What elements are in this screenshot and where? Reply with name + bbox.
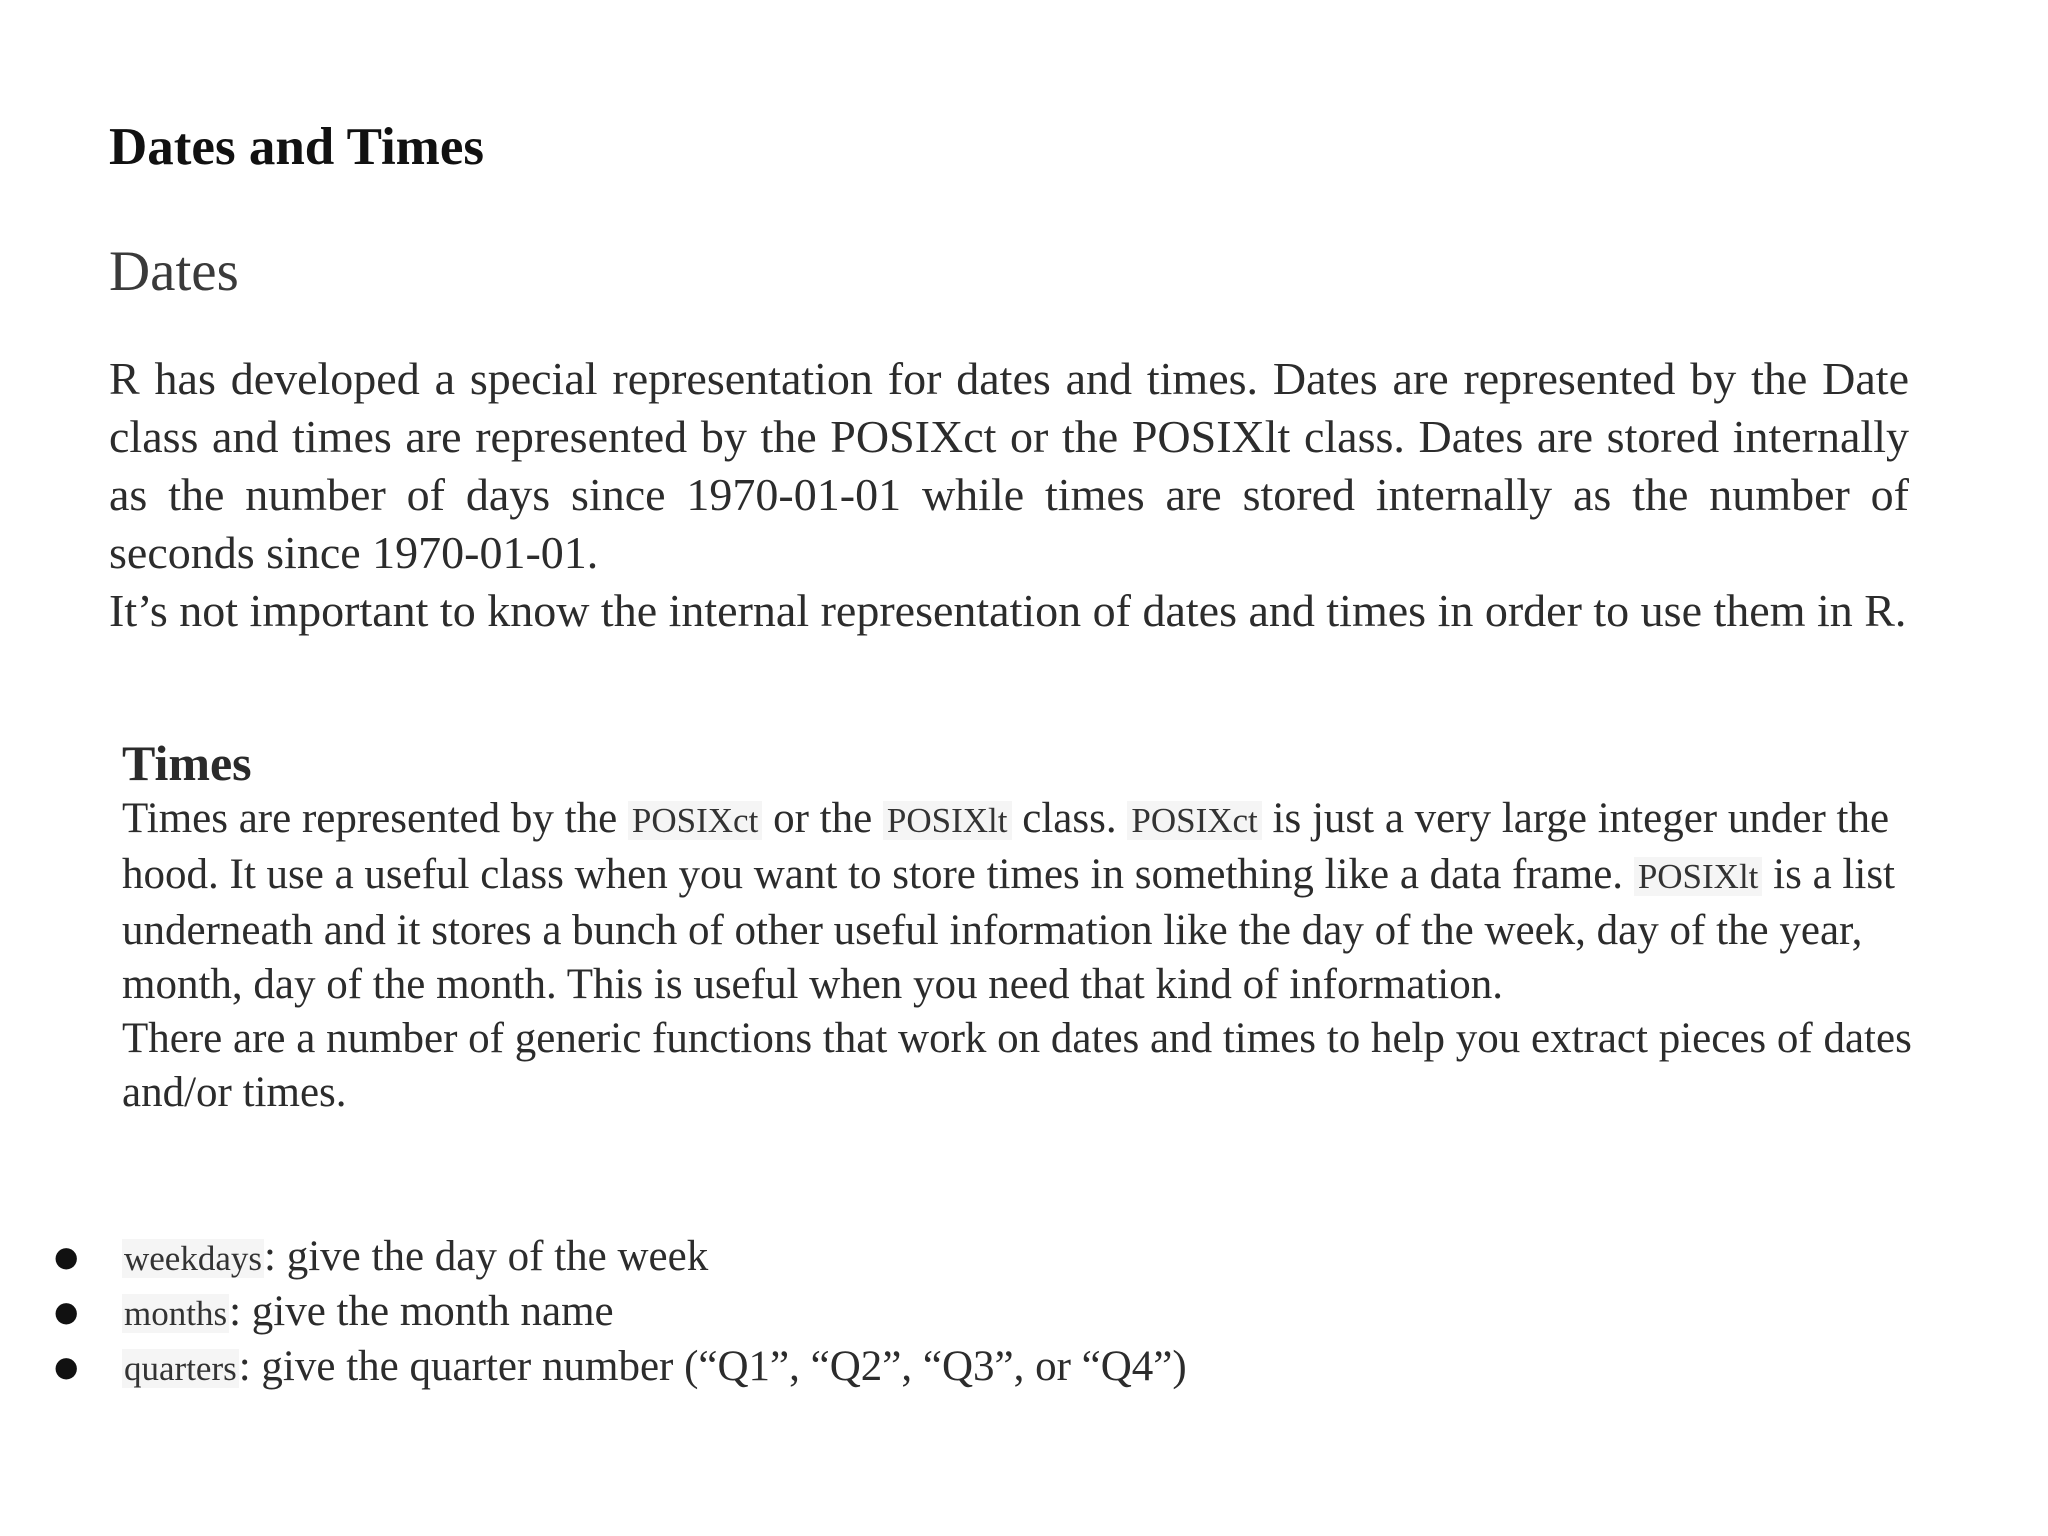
text-run: is just a very large integer under the hood. It use a useful class when you want to store times in something like a data frame.	[122, 795, 1890, 898]
function-name-quarters: quarters	[124, 1349, 237, 1388]
list-item	[40, 1340, 1187, 1395]
times-section-body	[122, 792, 1937, 1120]
function-list	[40, 1230, 1187, 1395]
text-run: Times are represented by the	[122, 795, 628, 842]
times-paragraph-2: There are a number of generic functions that work on dates and times to help you extract pieces of dates and/or times.	[122, 1015, 1912, 1116]
function-description: : give the quarter number (“Q1”, “Q2”, “Q3”, or “Q4”)	[238, 1343, 1187, 1390]
text-run: is a list underneath and it stores a bunch of other useful information like the day of the week, day of the year, month, day of the month. This is useful when you need that kind of information.	[122, 851, 1895, 1008]
dates-heading: Dates	[109, 240, 239, 303]
inline-code-posixct: POSIXct	[1127, 801, 1261, 840]
function-description: : give the month name	[229, 1288, 614, 1335]
bullet-icon: ●	[54, 1350, 79, 1383]
inline-code-posixlt: POSIXlt	[1634, 857, 1763, 896]
text-run: class.	[1011, 795, 1128, 842]
function-name-months: months	[124, 1294, 228, 1333]
bullet-icon: ●	[54, 1295, 79, 1328]
dates-section-body	[109, 350, 1909, 640]
dates-paragraph-1: R has developed a special representation for dates and times. Dates are represented by the Date class and times are represented by the POSIXct or the POSIXlt class. Dates are stored internally as the number of days since 1970-01-01 while times are stored internally as the number of seconds since 1970-01-01.	[109, 353, 1909, 578]
function-description: : give the day of the week	[264, 1233, 709, 1280]
list-item	[40, 1230, 1187, 1285]
dates-paragraph-2: It’s not important to know the internal representation of dates and times in order to use them in R.	[109, 585, 1907, 636]
times-paragraph-1	[122, 792, 1937, 1012]
times-heading: Times	[122, 735, 252, 791]
document-title: Dates and Times	[109, 118, 484, 176]
inline-code-posixct: POSIXct	[628, 801, 762, 840]
function-name-weekdays: weekdays	[124, 1239, 263, 1278]
inline-code-posixlt: POSIXlt	[883, 801, 1012, 840]
bullet-icon: ●	[54, 1240, 79, 1273]
list-item	[40, 1285, 1187, 1340]
text-run: or the	[762, 795, 883, 842]
